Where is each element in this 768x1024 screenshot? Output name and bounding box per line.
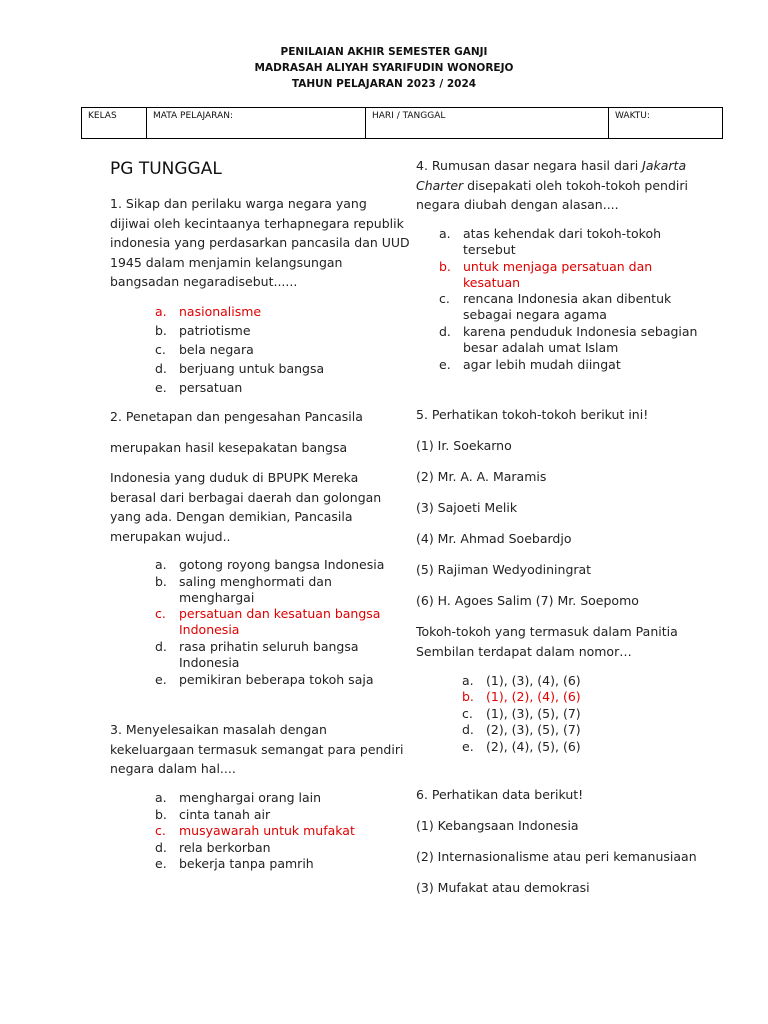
option-text-cont: tersebut bbox=[463, 242, 516, 258]
q4-italic: Jakarta bbox=[642, 158, 687, 173]
option-text: saling menghormati dan bbox=[179, 573, 332, 589]
option-letter: e. bbox=[155, 672, 167, 687]
option-text: berjuang untuk bangsa bbox=[179, 361, 325, 376]
option-letter: c. bbox=[462, 705, 473, 721]
option-text: bela negara bbox=[179, 342, 254, 357]
q3-line: negara dalam hal.... bbox=[110, 761, 236, 776]
option-letter: b. bbox=[155, 573, 167, 589]
q3-line: 3. Menyelesaikan masalah dengan bbox=[110, 722, 327, 737]
option-text-cont: Indonesia bbox=[179, 655, 240, 671]
q4-text: disepakati oleh tokoh-tokoh pendiri bbox=[463, 177, 688, 193]
option-letter: a. bbox=[462, 673, 474, 688]
mapel-cell: MATA PELAJARAN: bbox=[147, 108, 366, 139]
q6-intro: 6. Perhatikan data berikut! bbox=[416, 787, 584, 802]
q4-text: 4. Rumusan dasar negara hasil dari bbox=[416, 158, 643, 173]
option-text-cont: Indonesia bbox=[179, 622, 240, 638]
option-text: karena penduduk Indonesia sebagian bbox=[463, 324, 698, 339]
q1-line: bangsadan negaradisebut...... bbox=[110, 274, 298, 289]
option-text-cont: sebagai negara agama bbox=[463, 307, 607, 323]
q4-line bbox=[416, 176, 688, 196]
option-letter: b. bbox=[439, 258, 451, 274]
option-text: nasionalisme bbox=[179, 304, 262, 319]
exam-title: PENILAIAN AKHIR SEMESTER GANJI bbox=[280, 46, 488, 58]
option-text: (1), (2), (4), (6) bbox=[486, 689, 581, 704]
option-text: atas kehendak dari tokoh-tokoh bbox=[463, 226, 662, 241]
option-text: cinta tanah air bbox=[179, 806, 271, 822]
option-text: pemikiran beberapa tokoh saja bbox=[179, 672, 374, 687]
option-letter: a. bbox=[155, 790, 167, 805]
q5-item: (4) Mr. Ahmad Soebardjo bbox=[416, 531, 572, 546]
waktu-cell: WAKTU: bbox=[609, 108, 723, 139]
q2-line: yang ada. Dengan demikian, Pancasila bbox=[110, 509, 353, 524]
q4-italic: Charter bbox=[416, 177, 464, 193]
option-letter: c. bbox=[155, 342, 166, 357]
q5-item: (2) Mr. A. A. Maramis bbox=[416, 469, 547, 484]
option-text: bekerja tanpa pamrih bbox=[179, 856, 314, 871]
q5-question: Tokoh-tokoh yang termasuk dalam Panitia bbox=[416, 624, 678, 639]
option-letter: e. bbox=[155, 380, 167, 395]
q5-item: (1) Ir. Soekarno bbox=[416, 438, 512, 453]
option-letter: e. bbox=[155, 856, 167, 871]
q2-line: berasal dari berbagai daerah dan golongan bbox=[110, 489, 382, 505]
section-title: PG TUNGGAL bbox=[110, 159, 222, 179]
option-text: persatuan dan kesatuan bangsa bbox=[179, 606, 381, 621]
option-letter: a. bbox=[155, 304, 167, 319]
q2-line: merupakan wujud.. bbox=[110, 528, 231, 544]
option-letter: a. bbox=[155, 557, 167, 572]
q1-line: indonesia yang perdasarkan pancasila dan UUD bbox=[110, 235, 410, 250]
option-text: persatuan bbox=[179, 380, 243, 395]
q1-line: dijiwai oleh kecintaanya terhapnegara republik bbox=[110, 215, 404, 231]
option-letter: c. bbox=[155, 823, 166, 838]
info-table bbox=[81, 107, 723, 139]
q4-line bbox=[416, 156, 686, 176]
option-letter: c. bbox=[439, 291, 450, 306]
option-text-cont: kesatuan bbox=[463, 274, 521, 290]
q6-item: (1) Kebangsaan Indonesia bbox=[416, 818, 579, 833]
q1-line: 1945 dalam menjamin kelangsungan bbox=[110, 254, 343, 270]
option-text: rencana Indonesia akan dibentuk bbox=[463, 291, 672, 306]
q5-item: (6) H. Agoes Salim (7) Mr. Soepomo bbox=[416, 593, 639, 608]
option-text: agar lebih mudah diingat bbox=[463, 357, 621, 372]
q1-line: 1. Sikap dan perilaku warga negara yang bbox=[110, 196, 367, 211]
q2-line: Indonesia yang duduk di BPUPK Mereka bbox=[110, 470, 359, 485]
q5-question: Sembilan terdapat dalam nomor… bbox=[416, 643, 632, 659]
option-letter: d. bbox=[155, 839, 167, 855]
q2-line: merupakan hasil kesepakatan bangsa bbox=[110, 440, 348, 455]
option-text: rela berkorban bbox=[179, 839, 271, 855]
kelas-cell: KELAS bbox=[82, 108, 147, 139]
q3-line: kekeluargaan termasuk semangat para pendiri bbox=[110, 741, 404, 757]
q6-item: (3) Mufakat atau demokrasi bbox=[416, 880, 590, 895]
q5-item: (5) Rajiman Wedyodiningrat bbox=[416, 562, 592, 577]
option-letter: d. bbox=[155, 361, 167, 376]
q2-line: 2. Penetapan dan pengesahan Pancasila bbox=[110, 409, 363, 424]
q6-item: (2) Internasionalisme atau peri kemanusiaan bbox=[416, 849, 697, 864]
hari-cell: HARI / TANGGAL bbox=[366, 108, 609, 139]
option-text: (2), (3), (5), (7) bbox=[486, 722, 581, 737]
option-letter: e. bbox=[439, 357, 451, 372]
option-letter: b. bbox=[155, 323, 167, 338]
option-letter: a. bbox=[439, 226, 451, 241]
school-name: MADRASAH ALIYAH SYARIFUDIN WONOREJO bbox=[254, 62, 514, 74]
q5-item: (3) Sajoeti Melik bbox=[416, 500, 518, 515]
option-letter: d. bbox=[439, 324, 451, 339]
option-text: musyawarah untuk mufakat bbox=[179, 823, 355, 838]
option-letter: b. bbox=[462, 689, 474, 704]
option-text: gotong royong bangsa Indonesia bbox=[179, 557, 385, 572]
option-text: patriotisme bbox=[179, 323, 251, 338]
academic-year: TAHUN PELAJARAN 2023 / 2024 bbox=[291, 78, 477, 90]
option-letter: b. bbox=[155, 806, 167, 822]
option-letter: c. bbox=[155, 606, 166, 621]
option-letter: e. bbox=[462, 738, 474, 754]
option-text: menghargai orang lain bbox=[179, 790, 322, 805]
option-text: (2), (4), (5), (6) bbox=[486, 738, 581, 754]
option-text: untuk menjaga persatuan dan bbox=[463, 258, 653, 274]
q4-line: negara diubah dengan alasan.... bbox=[416, 197, 619, 212]
option-text: rasa prihatin seluruh bangsa bbox=[179, 639, 359, 654]
option-letter: d. bbox=[155, 639, 167, 654]
option-letter: d. bbox=[462, 722, 474, 737]
option-text: (1), (3), (5), (7) bbox=[486, 705, 581, 721]
option-text: (1), (3), (4), (6) bbox=[486, 673, 581, 688]
option-text-cont: besar adalah umat Islam bbox=[463, 340, 619, 356]
q5-intro: 5. Perhatikan tokoh-tokoh berikut ini! bbox=[416, 407, 649, 422]
option-text-cont: menghargai bbox=[179, 589, 255, 605]
